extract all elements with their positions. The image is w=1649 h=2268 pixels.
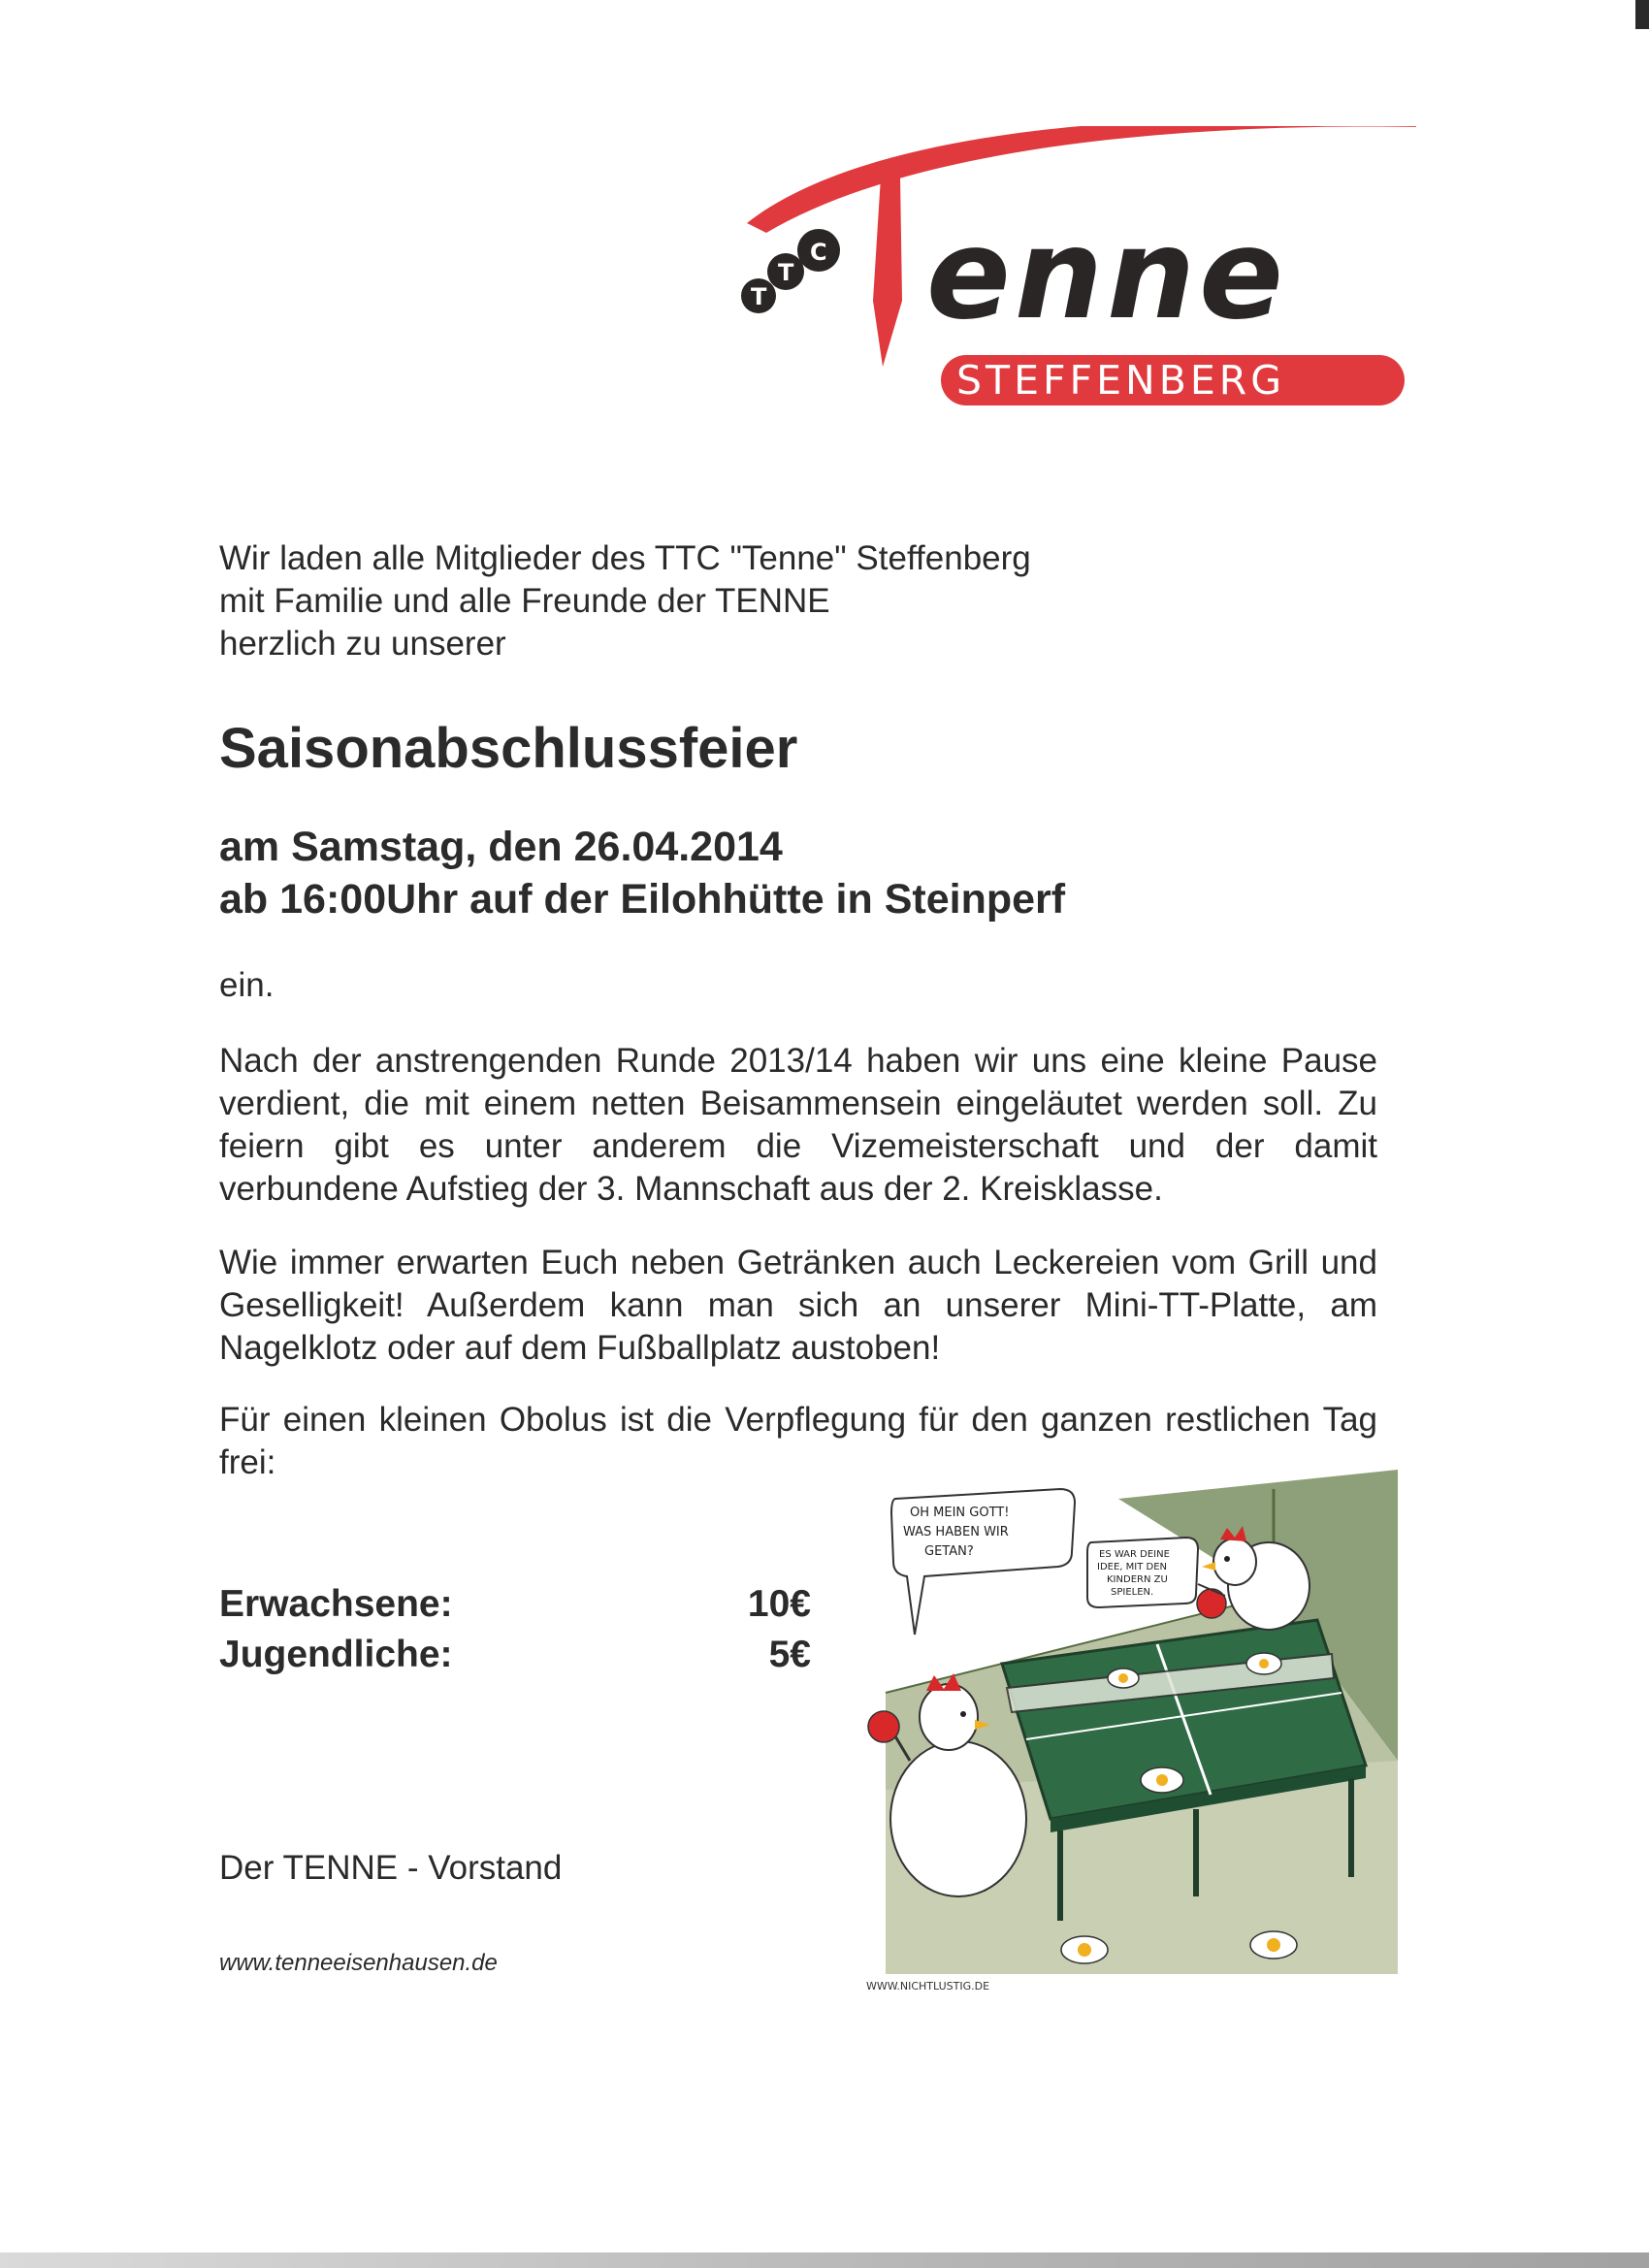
website-url: www.tenneeisenhausen.de	[219, 1950, 498, 1976]
logo-ball-letter-1: T	[751, 283, 767, 310]
intro-line: Wir laden alle Mitglieder des TTC "Tenne" Steffenberg	[219, 539, 1031, 577]
table-tennis-cartoon	[866, 1470, 1398, 1996]
scan-edge	[0, 2252, 1649, 2268]
signature: Der TENNE - Vorstand	[219, 1849, 563, 1887]
cartoon-chicken-left	[890, 1741, 1026, 1896]
paragraph-fee: Für einen kleinen Obolus ist die Verpflegung für den ganzen restlichen Tag frei:	[219, 1401, 1377, 1481]
logo-ball-letter-3: C	[810, 239, 827, 266]
cartoon-bubble-right-line: IDEE, MIT DEN	[1097, 1562, 1168, 1572]
paragraph-season: Nach der anstrengenden Runde 2013/14 haben wir uns eine kleine Pause verdient, die mit einem netten Beisammensein eingeläutet werden soll. Zu feiern gibt es unter anderem die Vizemeisterschaft und der damit verbundene Aufstieg der 3. Mannschaft aus der 2. Kreisklasse.	[219, 1042, 1377, 1208]
cartoon-bubble-right-line: KINDERN ZU	[1107, 1574, 1168, 1585]
intro-line: mit Familie und alle Freunde der TENNE	[219, 582, 830, 620]
price-label: Jugendliche:	[219, 1634, 453, 1675]
logo-town: STEFFENBERG	[956, 357, 1286, 404]
intro-line: herzlich zu unserer	[219, 625, 506, 663]
price-row-adults	[219, 1579, 811, 1630]
cartoon-bubble-right-line: ES WAR DEINE	[1099, 1549, 1170, 1560]
price-row-youth	[219, 1630, 811, 1680]
logo-t-stem	[873, 177, 902, 367]
cartoon-credit: WWW.NICHTLUSTIG.DE	[866, 1980, 990, 1993]
event-title: Saisonabschlussfeier	[219, 717, 798, 780]
cartoon-bubble-left-line: OH MEIN GOTT!	[910, 1506, 1010, 1520]
paragraph-activities: Wie immer erwarten Euch neben Getränken auch Leckereien vom Grill und Geselligkeit! Außerdem kann man sich an unserer Mini-TT-Platte, am Nagelklotz oder auf dem Fußballplatz austoben!	[219, 1244, 1377, 1367]
event-time-location: ab 16:00Uhr auf der Eilohhütte in Steinperf	[219, 876, 1066, 923]
cartoon-bubble-right-line: SPIELEN.	[1111, 1587, 1154, 1598]
club-logo	[737, 126, 1416, 417]
intro-text	[219, 537, 1377, 665]
invitation-end: ein.	[219, 966, 275, 1004]
price-value: 5€	[768, 1634, 811, 1675]
cartoon-bubble-left-line: GETAN?	[924, 1544, 974, 1559]
logo-ball-letter-2: T	[778, 259, 794, 286]
event-date: am Samstag, den 26.04.2014	[219, 824, 783, 870]
event-date-time	[219, 821, 1065, 925]
price-list	[219, 1579, 811, 1680]
price-label: Erwachsene:	[219, 1583, 453, 1625]
cartoon-bubble-left-line: WAS HABEN WIR	[903, 1525, 1009, 1539]
logo-wordmark: enne	[926, 203, 1287, 347]
scan-edge	[1635, 0, 1649, 29]
price-value: 10€	[747, 1583, 811, 1625]
